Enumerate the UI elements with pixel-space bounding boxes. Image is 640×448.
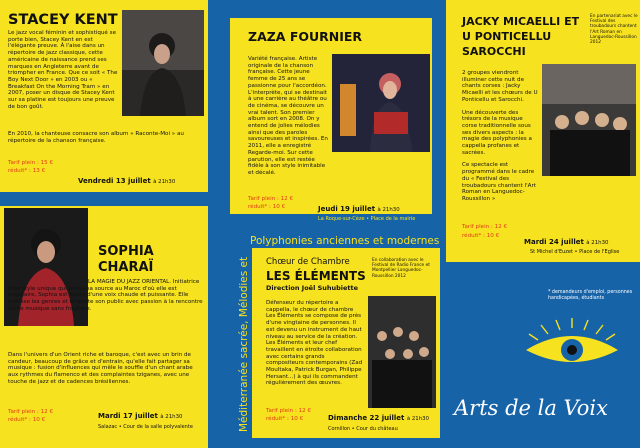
date-fournier-day: Jeudi 19 juillet (318, 205, 376, 213)
partner-note-elements: En collaboration avec le Festival de Radio France et Montpellier Languedoc-Roussillon 2012 (372, 258, 430, 279)
choir-director: Direction Joël Suhubiette (266, 284, 359, 292)
description-micaelli (462, 70, 538, 203)
eye-logo-icon (520, 316, 624, 372)
choir-name-line2: LES ÉLÉMENTS (266, 269, 366, 283)
date-kent-day: Vendredi 13 juillet (78, 177, 151, 185)
date-micaelli-time: à 21h30 (586, 240, 609, 246)
section-banner: Polyphonies anciennes et modernes (250, 235, 440, 247)
description-kent (8, 30, 120, 110)
place-fournier: La Roque-sur-Cèze • Place de la mairie (318, 216, 416, 222)
price-full-micaelli: Tarif plein : 12 € (462, 224, 508, 230)
description-kent-p2: En 2010, la chanteuse consacre son album « Raconte-Moi » au répertoire de la chanson française. (8, 131, 184, 144)
footnote-reduced: * demandeurs d'emploi, personnes handicapées, étudiants (548, 290, 633, 301)
price-reduced-charai: réduit* : 10 € (8, 417, 46, 423)
date-micaelli-day: Mardi 24 juillet (524, 238, 584, 246)
photo-zaza-fournier (332, 54, 430, 152)
date-fournier (318, 205, 400, 213)
date-elements-time: à 21h30 (406, 416, 429, 422)
description-micaelli-p3: Ce spectacle est programmé dans le cadre du « Festival des troubadours chantent l'Art Roman en Languedoc-Roussillon » (462, 162, 536, 202)
price-reduced-kent: réduit* : 13 € (8, 168, 46, 174)
description-elements (266, 300, 364, 387)
brand-logo-text: Arts de la Voix (454, 396, 608, 420)
description-fournier-p1: Variété française. Artiste originale de la chanson française. Cette jeune femme de 25 ans se passionne pour l'accordéon. L'interprète, qui se destinait à une carrière au théâtre ou de cinéma, se découvre un vrai talent. Son premier album sort en 2008. On y entend de jolies mélodies ainsi que des paroles savoureuses et inspirées. En 2011, elle a enregistré Regarde-moi. Sur cette parution, elle est restée fidèle à son style inimitable et décalé. (248, 56, 328, 176)
price-reduced-micaelli: réduit* : 10 € (462, 233, 500, 239)
date-charai-day: Mardi 17 juillet (98, 412, 158, 420)
price-full-fournier: Tarif plein : 12 € (248, 196, 294, 202)
date-elements (328, 414, 429, 422)
photo-stacey-kent (122, 10, 204, 116)
description-charai (8, 279, 204, 313)
place-kent: Saint Paulet-de-caisson • Place de l'Eglise (80, 187, 185, 193)
date-elements-day: Dimanche 22 juillet (328, 414, 405, 422)
date-kent-time: à 21h30 (153, 179, 176, 185)
description-charai-p2: Dans l'univers d'un Orient riche et baroque, c'est avec un brin de candeur, beaucoup de grâce et d'entrain, qu'elle fait partager sa musique : fusion d'influences qui mêle le souffle d'un chant arabe aux rythmes du flamenco et des complaintes tziganes, avec une touche de jazz et de cadences brésiliennes. (8, 352, 193, 385)
description-elements-p1: Défenseur du répertoire a cappella, le chœur de chambre Les Éléments se compose de près d'une vingtaine de personnes. Il est devenu un instrument de haut niveau au service de la création. Les Éléments et leur chef travaillent en étroite collaboration avec certains grands compositeurs contemporains (Zad Moultaka, Patrick Burgan, Philippe Hersant...) à qui ils commandent régulièrement des œuvres. (266, 300, 363, 387)
description-charai-cont (8, 352, 204, 386)
description-charai-p1: LA MAGIE DU JAZZ ORIENTAL. Initiatrice d'un style unique qui prend sa source au Maroc d'où elle est originaire, Sophia est dotée d'une voix chaude et puissante. Elle métisse les genres et emporte son public avec passion à la rencontre d'une musique sans frontière. (8, 279, 203, 312)
artist-name-fournier: ZAZA FOURNIER (248, 29, 363, 44)
price-reduced-elements: réduit* : 10 € (266, 416, 304, 422)
vertical-banner: Méditerranée sacrée, Mélodies et (238, 256, 250, 432)
photo-les-elements (368, 296, 436, 408)
date-micaelli (524, 238, 608, 246)
date-charai (98, 412, 182, 420)
place-micaelli: St Michel d'Euzet • Place de l'Eglise (530, 249, 620, 255)
artist-name-charai: SOPHIA CHARAÏ (98, 244, 154, 275)
price-full-kent: Tarif plein : 15 € (8, 160, 54, 166)
place-charai: Salazac • Cour de la salle polyvalente (98, 424, 193, 430)
photo-micaelli (542, 64, 636, 176)
photo-silhouette-fournier (332, 54, 430, 152)
date-kent (78, 177, 175, 185)
price-full-elements: Tarif plein : 12 € (266, 408, 312, 414)
description-kent-wide (8, 131, 204, 144)
artist-name-micaelli: JACKY MICAELLI ET U PONTICELLU SAROCCHI (462, 15, 580, 58)
description-micaelli-p1: 2 groupes viendront illuminer cette nuit de chants corses : Jacky Micaelli et les chœurs de U Ponticellu et Sarocchi. (462, 70, 538, 103)
partner-note-micaelli: En partenariat avec le Festival des troubadours chantent l'Art Roman en Languedoc-Roussillon 2012 (590, 14, 638, 46)
choir-name-line1: Chœur de Chambre (266, 257, 350, 267)
photo-silhouette-micaelli (542, 64, 636, 176)
date-fournier-time: à 21h30 (377, 207, 400, 213)
place-elements: Cornillon • Cour du château (328, 426, 398, 432)
photo-silhouette-elements (368, 296, 436, 408)
price-reduced-fournier: réduit* : 10 € (248, 204, 286, 210)
description-kent-p1: Le jazz vocal féminin et sophistiqué se porte bien, Stacey Kent en est l'élégante preuve. À l'aise dans un répertoire de jazz classique, cette américaine de naissance prend ses marques en Angleterre avant de triompher en France. Que ce soit « The Boy Next Door » en 2003 ou « Breakfast On the Morning Tram » en 2007, poser un disque de Stacey Kent sur sa platine est toujours une preuve de bon goût. (8, 30, 118, 110)
description-micaelli-p2: Une découverte des trésors de la musique corse traditionnelle sous ses divers aspects : la magie des polyphonies a cappella profanes et sacrées. (462, 109, 532, 156)
date-charai-time: à 21h30 (160, 414, 183, 420)
artist-name-kent: STACEY KENT (8, 12, 118, 28)
photo-silhouette-kent (122, 10, 204, 116)
description-fournier (248, 56, 328, 177)
price-full-charai: Tarif plein : 12 € (8, 409, 54, 415)
